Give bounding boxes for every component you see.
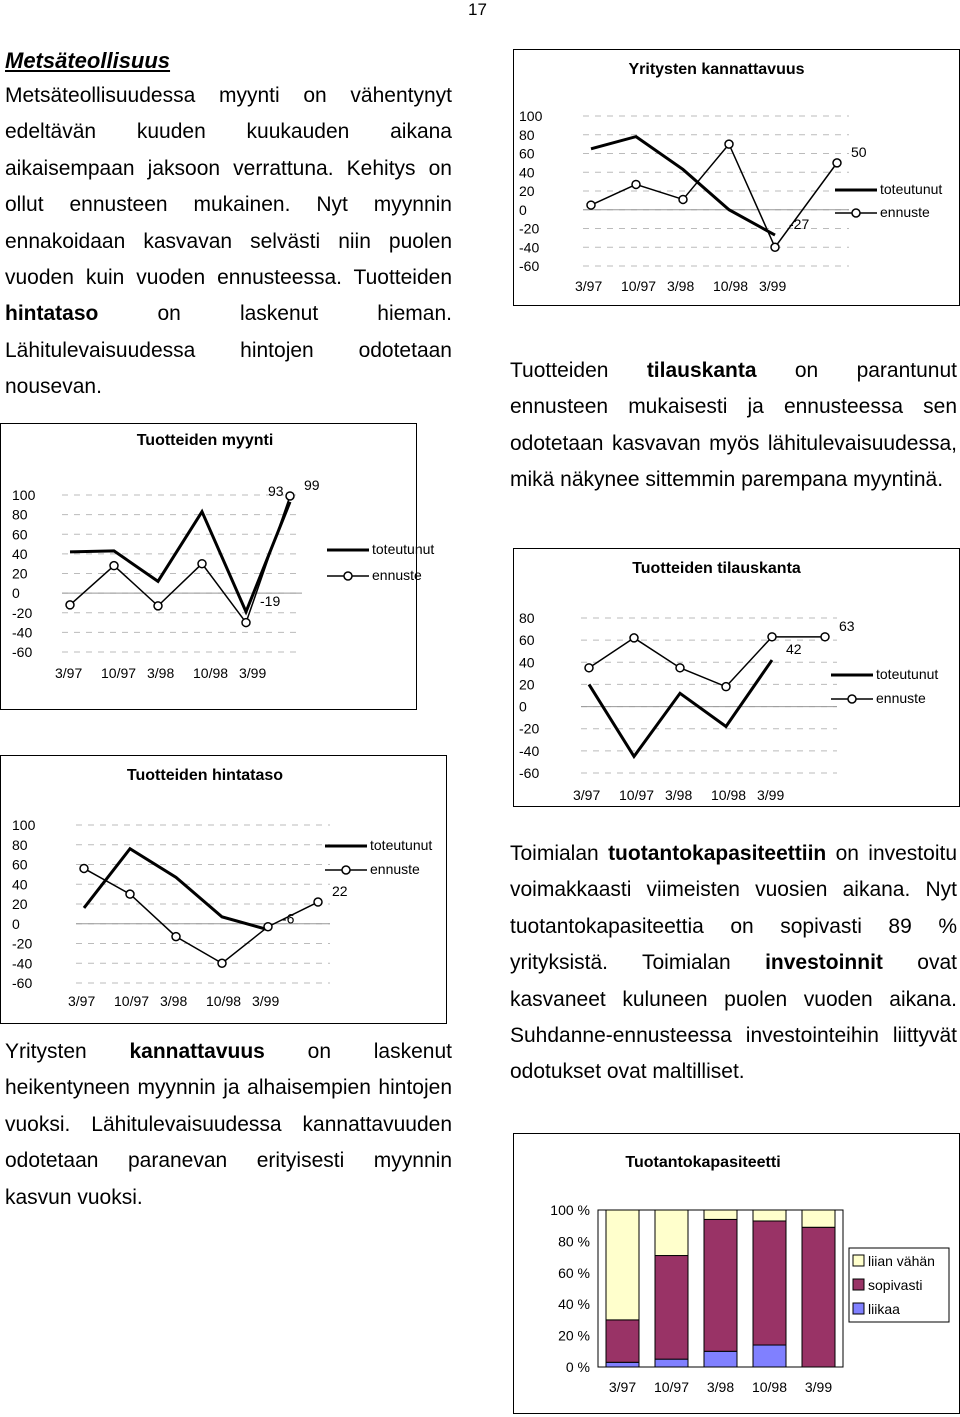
- data-point-ennuste: [768, 633, 776, 641]
- y-tick-label: 80 %: [558, 1233, 590, 1250]
- legend-label-toteutunut: toteutunut: [880, 181, 943, 197]
- y-tick-label: -40: [519, 742, 540, 759]
- data-label: -6: [282, 910, 295, 927]
- data-point-ennuste: [722, 683, 730, 691]
- y-tick-label: -60: [12, 975, 33, 991]
- data-point-ennuste: [630, 634, 638, 642]
- x-tick-label: 3/97: [573, 787, 601, 803]
- chart-tuotteiden-tilauskanta: [513, 545, 960, 807]
- data-point-ennuste: [110, 562, 118, 570]
- data-label: 42: [786, 641, 802, 658]
- section-heading: Metsäteollisuus: [5, 48, 171, 73]
- y-tick-label: 40: [12, 545, 28, 562]
- paragraph-tilauskanta: Tuotteiden tilauskanta on parantunut ennusteen mukaisesti ja ennusteessa sen odotetaan kasvavan myös lähitulevaisuudessa, mikä näkynee sittemmin parempana myyntinä.: [510, 359, 957, 492]
- data-point-ennuste: [821, 633, 829, 641]
- y-tick-label: -20: [12, 935, 33, 952]
- y-tick-label: -60: [519, 258, 540, 274]
- y-tick-label: -20: [519, 720, 540, 737]
- y-tick-label: 0: [519, 698, 527, 715]
- bar-segment-liian-vähän: [753, 1210, 786, 1221]
- right-column-tilauskanta: [510, 353, 957, 499]
- y-tick-label: -20: [519, 220, 540, 237]
- chart-title: Yritysten kannattavuus: [628, 61, 805, 78]
- y-tick-label: -40: [12, 955, 33, 972]
- bar-segment-liikaa: [655, 1359, 688, 1367]
- bar-segment-liian-vähän: [704, 1210, 737, 1219]
- y-tick-label: -40: [12, 624, 33, 641]
- data-point-ennuste: [218, 959, 226, 967]
- x-tick-label: 3/97: [608, 1379, 637, 1395]
- data-point-ennuste: [264, 923, 272, 931]
- left-column-lower: [5, 1034, 452, 1216]
- x-tick-label: 3/97: [575, 278, 603, 294]
- legend-label-toteutunut: toteutunut: [370, 837, 433, 853]
- x-tick-label: 10/98: [713, 278, 749, 294]
- data-point-ennuste: [833, 159, 841, 167]
- legend-label-toteutunut: toteutunut: [876, 666, 939, 682]
- y-tick-label: 20: [519, 183, 535, 199]
- y-tick-label: -40: [519, 239, 540, 256]
- y-tick-label: 100: [519, 108, 543, 124]
- right-column-kapasiteetti: [510, 836, 957, 1091]
- chart-title: Tuotantokapasiteetti: [625, 1154, 781, 1171]
- y-tick-label: 40: [12, 876, 28, 893]
- bar-segment-sopivasti: [704, 1219, 737, 1351]
- chart-title: Tuotteiden myynti: [136, 432, 274, 449]
- y-tick-label: 40 %: [558, 1296, 590, 1313]
- y-tick-label: 60 %: [558, 1264, 590, 1281]
- paragraph-kannattavuus: Yritysten kannattavuus on laskenut heikentyneen myynnin ja alhaisempien hintojen vuoksi. Lähitulevaisuudessa kannattavuuden odotetaan paranevan erityisesti myynnin kasvun vuoksi.: [5, 1040, 452, 1209]
- x-tick-label: 3/97: [68, 993, 96, 1009]
- data-point-ennuste: [66, 601, 74, 609]
- y-tick-label: 80: [12, 506, 28, 523]
- chart-tuotteiden-hintataso: [0, 752, 450, 1024]
- y-tick-label: 0 %: [565, 1359, 590, 1375]
- y-tick-label: 80: [12, 836, 28, 853]
- data-point-ennuste: [172, 933, 180, 941]
- y-tick-label: 60: [12, 526, 28, 543]
- x-tick-label: 3/98: [665, 787, 693, 803]
- data-label: 50: [851, 143, 867, 160]
- data-point-ennuste: [771, 243, 779, 251]
- data-label: 63: [839, 617, 855, 634]
- y-tick-label: 40: [519, 164, 535, 181]
- y-tick-label: 60: [519, 632, 535, 649]
- x-tick-label: 3/99: [757, 787, 785, 803]
- data-point-ennuste: [198, 560, 206, 568]
- x-tick-label: 3/99: [239, 665, 267, 681]
- y-tick-label: 100 %: [550, 1202, 590, 1218]
- x-tick-label: 10/97: [114, 993, 150, 1009]
- data-point-ennuste: [80, 864, 88, 872]
- legend-label-toteutunut: toteutunut: [372, 541, 435, 557]
- y-tick-label: 0: [12, 915, 20, 932]
- legend-label: sopivasti: [868, 1277, 923, 1293]
- x-tick-label: 3/98: [667, 278, 695, 294]
- y-tick-label: 0: [12, 585, 20, 602]
- y-tick-label: -60: [12, 644, 33, 660]
- data-label: 93: [268, 482, 284, 499]
- y-tick-label: 20: [12, 565, 28, 582]
- y-tick-label: 60: [519, 145, 535, 162]
- x-tick-label: 10/97: [621, 278, 657, 294]
- data-point-ennuste: [286, 492, 294, 500]
- chart-frame: [514, 50, 960, 306]
- page-number: 17: [468, 0, 487, 19]
- y-tick-label: 60: [12, 856, 28, 873]
- data-point-ennuste: [242, 619, 250, 627]
- data-label: -19: [260, 592, 281, 609]
- legend-marker-ennuste: [852, 209, 860, 217]
- data-point-ennuste: [154, 602, 162, 610]
- y-tick-label: -60: [519, 765, 540, 781]
- y-tick-label: 100: [12, 817, 36, 833]
- bar-segment-liian-vähän: [655, 1210, 688, 1256]
- y-tick-label: 80: [519, 126, 535, 143]
- bar-segment-liikaa: [606, 1362, 639, 1367]
- data-label: -27: [789, 216, 810, 233]
- bar-segment-sopivasti: [753, 1221, 786, 1345]
- paragraph-myynti: Metsäteollisuudessa myynti on vähentynyt edeltävän kuuden kuukauden aikana aikaisempaan jaksoon verrattuna. Kehitys on ollut ennusteen mukainen. Nyt myynnin ennakoidaan kasvavan selvästi niin puolen vuoden kuin vuoden ennusteessa. Tuotteiden hintataso on laskenut hieman. Lähitulevaisuudessa hintojen odotetaan nousevan.: [5, 84, 452, 399]
- x-tick-label: 10/98: [751, 1379, 788, 1395]
- bar-segment-liian-vähän: [606, 1210, 639, 1320]
- y-tick-label: -20: [12, 604, 33, 621]
- legend-marker-ennuste: [342, 866, 350, 874]
- legend-swatch: [853, 1255, 864, 1266]
- x-tick-label: 10/98: [206, 993, 242, 1009]
- bar-segment-sopivasti: [802, 1227, 835, 1367]
- chart-title: Tuotteiden hintataso: [126, 767, 284, 784]
- legend-marker-ennuste: [344, 572, 352, 580]
- y-tick-label: 20: [12, 896, 28, 912]
- left-column: [5, 48, 452, 406]
- x-tick-label: 3/97: [55, 665, 83, 681]
- legend-marker-ennuste: [848, 695, 856, 703]
- data-point-ennuste: [314, 898, 322, 906]
- x-tick-label: 10/97: [653, 1379, 690, 1395]
- data-point-ennuste: [725, 140, 733, 148]
- chart-yritysten-kannattavuus: [513, 46, 960, 306]
- data-label: 22: [332, 883, 348, 900]
- legend-label-ennuste: ennuste: [880, 204, 930, 220]
- bar-segment-sopivasti: [606, 1320, 639, 1362]
- data-point-ennuste: [676, 664, 684, 672]
- data-point-ennuste: [585, 664, 593, 672]
- y-tick-label: 0: [519, 201, 527, 218]
- bar-segment-liikaa: [753, 1345, 786, 1367]
- x-tick-label: 10/97: [619, 787, 655, 803]
- y-tick-label: 40: [519, 654, 535, 671]
- y-tick-label: 20: [519, 676, 535, 693]
- data-point-ennuste: [587, 201, 595, 209]
- x-tick-label: 10/98: [193, 665, 229, 681]
- x-tick-label: 3/99: [804, 1379, 833, 1395]
- legend-label-ennuste: ennuste: [370, 861, 420, 877]
- y-tick-label: 100: [12, 487, 36, 503]
- bar-segment-sopivasti: [655, 1256, 688, 1360]
- legend-label: liian vähän: [868, 1253, 935, 1269]
- data-label: 99: [304, 476, 320, 493]
- data-point-ennuste: [632, 180, 640, 188]
- chart-title: Tuotteiden tilauskanta: [632, 560, 801, 577]
- y-tick-label: 80: [519, 610, 535, 626]
- y-tick-label: 20 %: [558, 1327, 590, 1344]
- legend-label-ennuste: ennuste: [876, 690, 926, 706]
- x-tick-label: 3/98: [147, 665, 175, 681]
- legend-swatch: [853, 1279, 864, 1290]
- legend-label-ennuste: ennuste: [372, 567, 422, 583]
- x-tick-label: 10/98: [711, 787, 747, 803]
- data-point-ennuste: [126, 890, 134, 898]
- paragraph-kapasiteetti: Toimialan tuotantokapasiteettiin on investoitu voimakkaasti viimeisten vuosien aikana. Nyt tuotantokapasiteettia on sopivasti 89 % yrityksistä. Toimialan investoinnit ovat kasvaneet kuluneen puolen vuoden aikana. Suhdanne-ennusteessa investointeihin liittyvät odotukset ovat maltilliset.: [510, 842, 957, 1084]
- x-tick-label: 3/99: [252, 993, 280, 1009]
- bar-segment-liikaa: [704, 1351, 737, 1367]
- x-tick-label: 3/98: [706, 1379, 735, 1395]
- legend-swatch: [853, 1303, 864, 1314]
- x-tick-label: 3/98: [160, 993, 188, 1009]
- legend-label: liikaa: [868, 1301, 900, 1317]
- x-tick-label: 3/99: [759, 278, 787, 294]
- bar-segment-liian-vähän: [802, 1210, 835, 1227]
- data-point-ennuste: [679, 195, 687, 203]
- chart-tuotteiden-myynti: [0, 420, 450, 710]
- chart-tuotantokapasiteetti: [513, 1130, 960, 1415]
- x-tick-label: 10/97: [101, 665, 137, 681]
